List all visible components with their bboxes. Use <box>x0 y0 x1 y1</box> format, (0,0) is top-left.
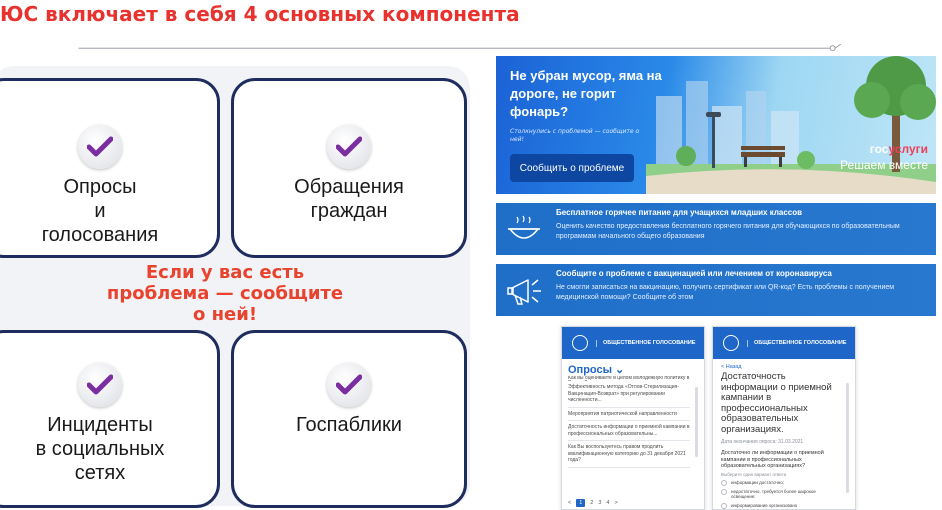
prev-page-button[interactable]: < <box>568 500 572 506</box>
logo-tagline: Решаем вместе <box>840 158 928 172</box>
app-name: ОБЩЕСТВЕННОЕ ГОЛОСОВАНИЕ <box>747 340 846 347</box>
pagination <box>568 499 618 507</box>
radio-button[interactable] <box>721 480 727 486</box>
strip-description: Оценить качество предоставления бесплатного горячего питания для обучающихся по образовательным программам начального общего образования <box>556 223 900 240</box>
polls-dropdown[interactable]: Опросы ⌄ <box>568 364 625 376</box>
phone-header <box>562 327 704 359</box>
answer-option[interactable]: информации достаточно; <box>721 480 841 486</box>
polls-list-phone <box>561 326 705 510</box>
page-1-button[interactable]: 1 <box>576 499 585 507</box>
strip-title: Бесплатное горячее питание для учащихся младших классов <box>556 208 803 217</box>
banner-heading: Не убран мусор, яма на дороге, не горит фонарь? <box>510 68 662 119</box>
report-problem-banner <box>496 56 936 194</box>
bowl-icon <box>506 213 542 245</box>
slogan-text: Если у вас есть проблема — сообщите о ней! <box>106 262 344 325</box>
report-problem-button[interactable]: Сообщить о проблеме <box>510 154 634 182</box>
page-2-button[interactable]: 2 <box>590 500 594 506</box>
scrollbar[interactable] <box>695 387 698 457</box>
radio-button[interactable] <box>721 489 727 495</box>
strip-title: Сообщите о проблеме с вакцинацией или лечением от коронавируса <box>556 269 832 278</box>
scrollbar[interactable] <box>846 383 849 493</box>
phone-header <box>713 327 855 359</box>
page-3-button[interactable]: 3 <box>598 500 602 506</box>
logo-icon <box>723 335 739 351</box>
back-link[interactable]: < Назад <box>721 364 742 370</box>
component-label: Обращения граждан <box>294 176 404 222</box>
checkmark-icon <box>78 125 122 169</box>
checkmark-icon <box>78 363 122 407</box>
answer-option[interactable]: информирование организовано <box>721 503 841 509</box>
decorative-divider <box>0 44 942 54</box>
answer-hint: Выберите один вариант ответа <box>721 471 787 477</box>
vaccination-strip[interactable] <box>496 264 936 316</box>
component-card-incidents <box>0 330 220 508</box>
poll-end-date: Дата окончания опроса: 31.03.2021 <box>721 439 804 445</box>
next-page-button[interactable]: > <box>614 500 618 506</box>
page-4-button[interactable]: 4 <box>606 500 610 506</box>
checkmark-icon <box>327 125 371 169</box>
poll-question: Достаточно ли информации о приемной кампании в профессиональных образовательных организациях? <box>721 450 824 469</box>
banner-subtitle: Столкнулись с проблемой — сообщите о ней! <box>510 128 640 143</box>
component-label: Госпаблики <box>296 414 402 436</box>
poll-title: Достаточность информации о приемной кампании в профессиональных образовательных организациях. <box>721 371 832 435</box>
answer-option[interactable]: недостаточно, требуется более широкое освещение; <box>721 489 841 500</box>
list-item[interactable]: Мероприятия патриотической направленности <box>568 408 690 422</box>
poll-detail-phone <box>712 326 856 510</box>
megaphone-icon <box>506 274 544 308</box>
checkmark-icon <box>327 363 371 407</box>
city-park-illustration <box>646 56 936 194</box>
app-name: ОБЩЕСТВЕННОЕ ГОЛОСОВАНИЕ <box>596 340 695 347</box>
component-card-polls <box>0 78 220 258</box>
gosuslugi-logo: госуслуги Решаем вместе <box>840 142 928 172</box>
list-item[interactable]: Как вы оцениваете в целом молодежную политику в <box>568 376 690 381</box>
radio-button[interactable] <box>721 503 727 509</box>
component-card-gospubliki <box>231 330 467 508</box>
logo-icon <box>572 335 588 351</box>
list-item[interactable]: Эффективность метода «Отлов-Стерилизация-Вакцинация-Возврат» при регулировании численности... <box>568 381 690 408</box>
strip-description: Не смогли записаться на вакцинацию, получить сертификат или QR-код? Есть проблемы с получением медицинской помощи? Сообщите об этом <box>556 284 895 301</box>
component-label: Опросы и голосования <box>41 176 159 246</box>
slide-title: ЮС включает в себя 4 основных компонента <box>0 2 520 26</box>
hot-meals-strip[interactable] <box>496 203 936 255</box>
list-item[interactable]: Достаточность информации о приемной кампании в профессиональных образовательны... <box>568 421 690 441</box>
list-item[interactable]: Как Вы воспользуетесь правом продлить квалификационную категорию до 31 декабря 2021 года? <box>568 441 690 468</box>
component-card-appeals <box>231 78 467 258</box>
component-label: Инциденты в социальных сетях <box>35 414 165 484</box>
